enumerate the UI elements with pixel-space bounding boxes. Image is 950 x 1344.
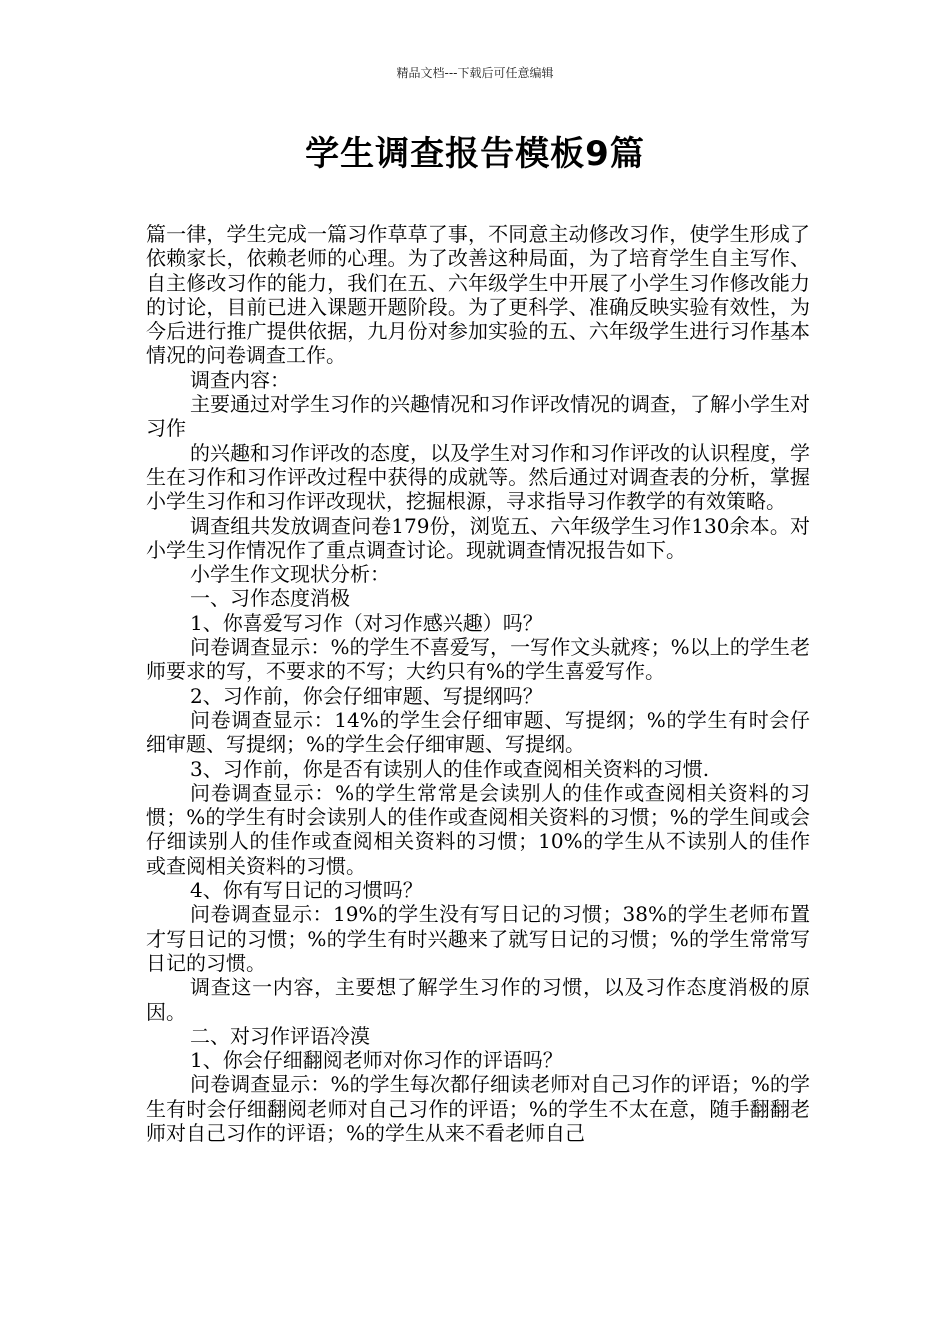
question: 1、你会仔细翻阅老师对你习作的评语吗？	[190, 1048, 563, 1073]
paragraph: 问卷调查显示：%的学生不喜爱写，一写作文头就疼；%以上的学生老师要求的写，不要求的不写；大约只有%的学生喜爱写作。	[146, 635, 810, 684]
document-body	[146, 222, 810, 1145]
paragraph: 调查这一内容，主要想了解学生习作的习惯，以及习作态度消极的原因。	[146, 975, 810, 1024]
section-heading: 二、对习作评语冷漠	[190, 1023, 370, 1048]
question: 4、你有写日记的习惯吗？	[190, 878, 423, 903]
document-title: 学生调查报告模板9篇	[305, 134, 645, 174]
question: 1、你喜爱写习作（对习作感兴趣）吗？	[190, 610, 543, 635]
paragraph: 篇一律，学生完成一篇习作草草了事，不同意主动修改习作，使学生形成了依赖家长，依赖老师的心理。为了改善这种局面，为了培育学生自主写作、自主修改习作的能力，我们在五、六年级学生中开展了小学生习作修改能力的讨论，目前已进入课题开题阶段。为了更科学、准确反映实验有效性，为今后进行推广提供依据，九月份对参加实验的五、六年级学生进行习作基本情况的问卷调查工作。	[146, 222, 810, 368]
question: 3、习作前，你是否有读别人的佳作或查阅相关资料的习惯.	[190, 756, 710, 781]
header-note: 精品文档---下载后可任意编辑	[396, 66, 554, 80]
paragraph: 问卷调查显示：14%的学生会仔细审题、写提纲；%的学生有时会仔细审题、写提纲；%的学生会仔细审题、写提纲。	[146, 707, 810, 757]
question: 2、习作前，你会仔细审题、写提纲吗？	[190, 683, 543, 708]
paragraph: 问卷调查显示：%的学生每次都仔细读老师对自己习作的评语；%的学生有时会仔细翻阅老师对自己习作的评语；%的学生不太在意，随手翻翻老师对自己习作的评语；%的学生从来不看老师自己	[146, 1072, 810, 1145]
paragraph: 问卷调查显示：19%的学生没有写日记的习惯；38%的学生老师布置才写日记的习惯；%的学生有时兴趣来了就写日记的习惯；%的学生常常写日记的习惯。	[146, 902, 810, 975]
paragraph: 的兴趣和习作评改的态度，以及学生对习作和习作评改的认识程度，学生在习作和习作评改过程中获得的成就等。然后通过对调查表的分析，掌握小学生习作和习作评改现状，挖掘根源，寻求指导习作教学的有效策略。	[146, 440, 810, 514]
paragraph: 主要通过对学生习作的兴趣情况和习作评改情况的调查，了解小学生对习作	[146, 392, 810, 441]
paragraph: 小学生作文现状分析：	[190, 562, 390, 587]
paragraph: 调查内容：	[190, 367, 290, 392]
section-heading: 一、习作态度消极	[190, 586, 350, 611]
paragraph: 调查组共发放调查问卷179份，浏览五、六年级学生习作130余本。对小学生习作情况作了重点调查讨论。现就调查情况报告如下。	[146, 513, 810, 562]
paragraph: 问卷调查显示：%的学生常常是会读别人的佳作或查阅相关资料的习惯；%的学生有时会读别人的佳作或查阅相关资料的习惯；%的学生间或会仔细读别人的佳作或查阅相关资料的习惯；10%的学生从不读别人的佳作或查阅相关资料的习惯。	[146, 780, 810, 878]
